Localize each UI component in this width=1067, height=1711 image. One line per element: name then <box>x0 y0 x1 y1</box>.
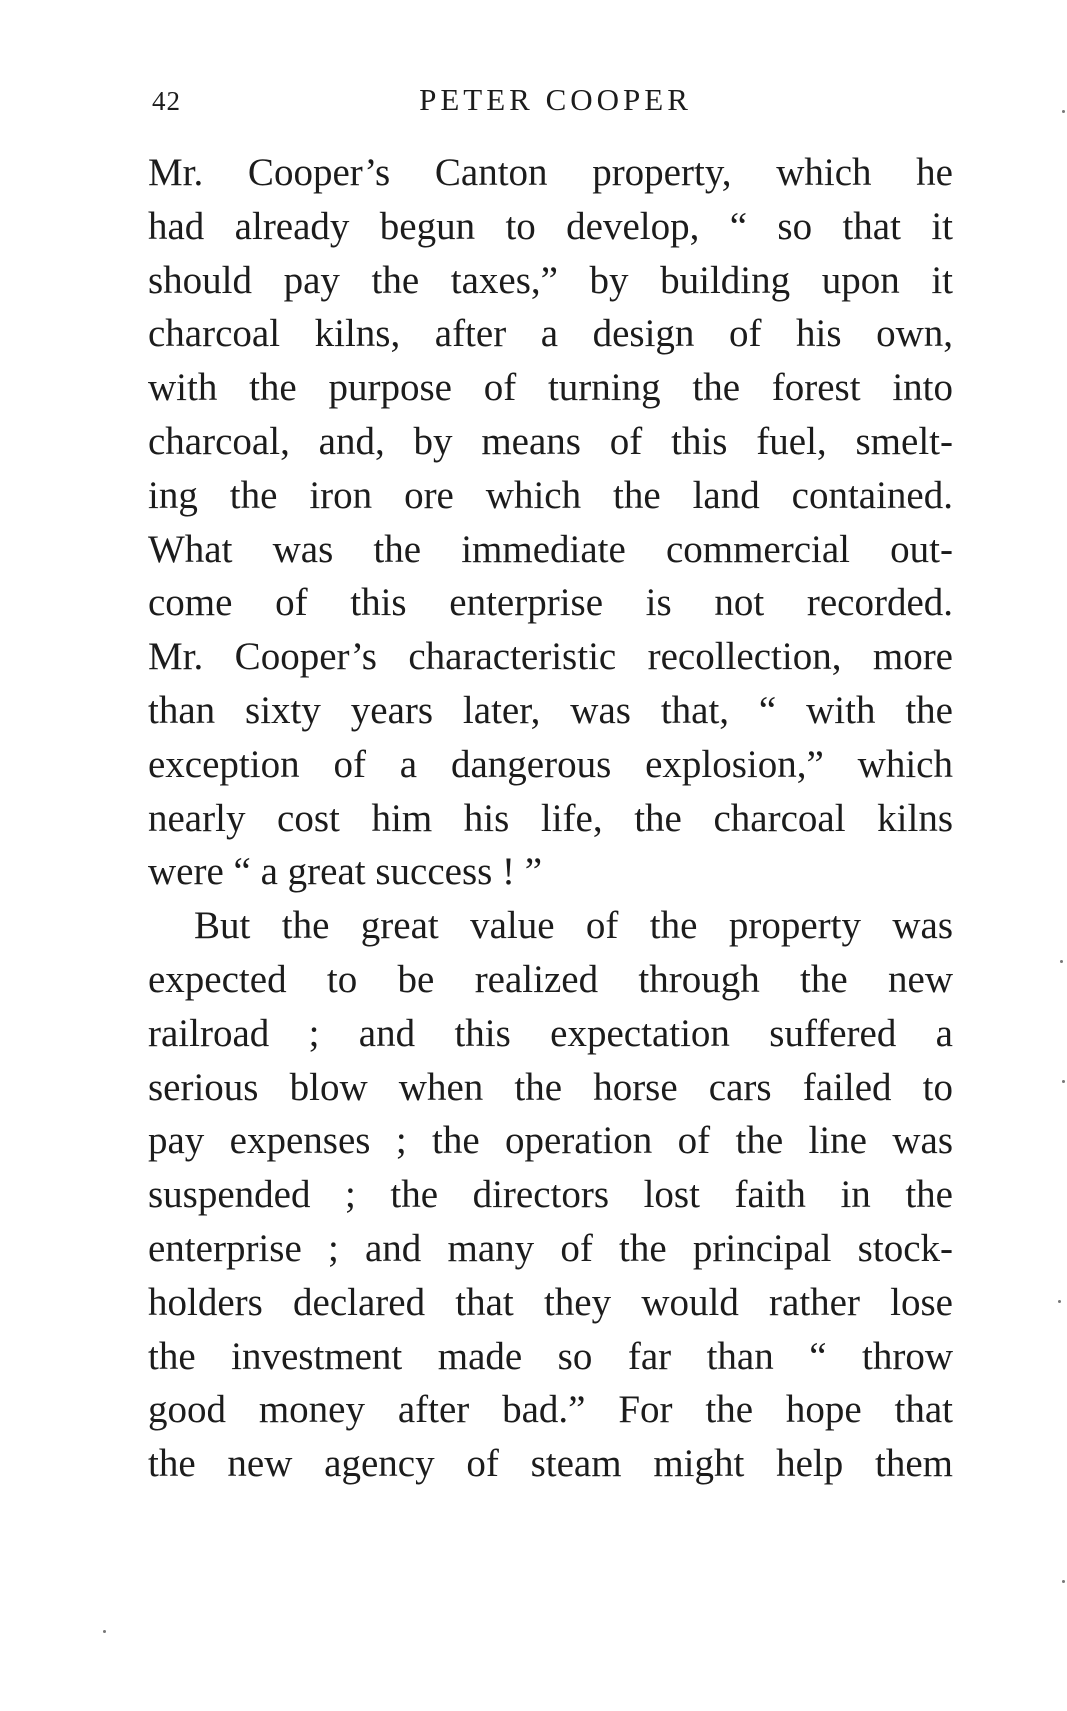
text-line: nearly cost him his life, the charcoal kilns <box>148 796 953 840</box>
text-line: Mr. Cooper’s Canton property, which he <box>148 151 953 194</box>
text-line: railroad ; and this expectation suffered a <box>148 1011 953 1055</box>
text-line: than sixty years later, was that, “ with the <box>148 688 953 732</box>
text-line: enterprise ; and many of the principal stock- <box>148 1226 953 1270</box>
running-head <box>148 78 953 118</box>
text-line: Mr. Cooper’s characteristic recollection, more <box>148 635 953 679</box>
text-line: holders declared that they would rather lose <box>148 1280 953 1324</box>
text-line: expected to be realized through the new <box>148 957 953 1001</box>
speck <box>1060 960 1063 963</box>
text-line: serious blow when the horse cars failed to <box>148 1065 953 1109</box>
text-line: charcoal kilns, after a design of his own, <box>148 312 953 356</box>
text-line: What was the immediate commercial out- <box>148 527 953 571</box>
body-text <box>148 146 953 1491</box>
text-line: ing the iron ore which the land contained. <box>148 473 953 517</box>
speck <box>103 1630 106 1633</box>
speck <box>1062 110 1065 113</box>
paragraph-1 <box>148 146 953 899</box>
text-line: But the great value of the property was <box>194 904 953 948</box>
page-number: 42 <box>152 86 181 116</box>
text-line: come of this enterprise is not recorded. <box>148 581 953 625</box>
text-line: the new agency of steam might help them <box>148 1442 953 1486</box>
speck <box>1058 1300 1061 1303</box>
text-line: suspended ; the directors lost faith in the <box>148 1173 953 1217</box>
text-line: exception of a dangerous explosion,” which <box>148 742 953 786</box>
text-line: with the purpose of turning the forest into <box>148 366 953 410</box>
speck <box>1062 1580 1065 1583</box>
running-title: PETER COOPER <box>419 82 692 117</box>
text-line: had already begun to develop, “ so that it <box>148 204 953 248</box>
speck <box>1062 1080 1065 1083</box>
text-line: the investment made so far than “ throw <box>148 1334 953 1378</box>
text-line: pay expenses ; the operation of the line was <box>148 1119 953 1163</box>
text-line: charcoal, and, by means of this fuel, smelt- <box>148 419 953 463</box>
text-line: good money after bad.” For the hope that <box>148 1388 953 1432</box>
text-line: were “ a great success ! ” <box>148 850 543 894</box>
paragraph-2 <box>148 899 953 1491</box>
text-line: should pay the taxes,” by building upon it <box>148 258 953 302</box>
